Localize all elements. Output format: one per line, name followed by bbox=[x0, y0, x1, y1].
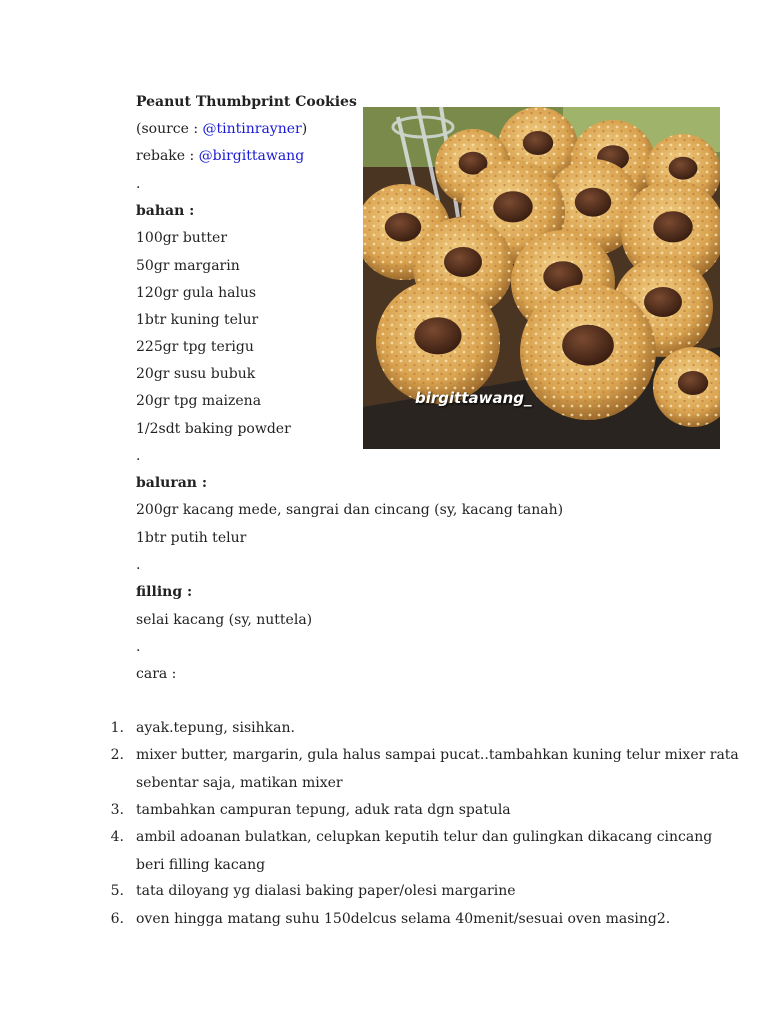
cara-heading: cara : bbox=[136, 666, 177, 682]
chocolate-filling-shape bbox=[493, 191, 533, 222]
ingredient-item: 1/2sdt baking powder bbox=[136, 421, 291, 437]
separator: . bbox=[136, 557, 141, 573]
step-number: 6. bbox=[110, 911, 124, 927]
chocolate-filling-shape bbox=[562, 325, 614, 366]
step-text: sebentar saja, matikan mixer bbox=[136, 775, 343, 791]
chocolate-filling-shape bbox=[669, 157, 698, 180]
ingredient-item: 20gr tpg maizena bbox=[136, 393, 262, 409]
source-suffix: ) bbox=[301, 121, 308, 137]
chocolate-filling-shape bbox=[678, 371, 708, 395]
step-text: tata diloyang yg dialasi baking paper/olesi margarine bbox=[136, 883, 516, 899]
step-number: 1. bbox=[110, 720, 124, 736]
separator: . bbox=[136, 448, 141, 464]
chocolate-filling-shape bbox=[644, 287, 682, 317]
source-handle-link[interactable]: @tintinrayner bbox=[202, 121, 302, 137]
cookie-photo bbox=[363, 107, 720, 449]
step-number: 3. bbox=[110, 802, 124, 818]
recipe-title: Peanut Thumbprint Cookies bbox=[136, 94, 357, 110]
rebake-line bbox=[136, 146, 304, 166]
ingredient-item: 20gr susu bubuk bbox=[136, 366, 256, 382]
ingredient-item: 1btr kuning telur bbox=[136, 312, 259, 328]
bahan-heading: bahan : bbox=[136, 203, 195, 219]
step-text: tambahkan campuran tepung, aduk rata dgn spatula bbox=[136, 802, 511, 818]
rebake-handle-link[interactable]: @birgittawang bbox=[198, 148, 305, 164]
step-number: 5. bbox=[110, 883, 124, 899]
ingredient-item: 120gr gula halus bbox=[136, 285, 257, 301]
chocolate-filling-shape bbox=[575, 188, 611, 217]
step-text: oven hingga matang suhu 150delcus selama 40menit/sesuai oven masing2. bbox=[136, 911, 671, 927]
ingredient-item: 225gr tpg terigu bbox=[136, 339, 254, 355]
baluran-heading: baluran : bbox=[136, 475, 208, 491]
step-number: 2. bbox=[110, 747, 124, 763]
filling-heading: filling : bbox=[136, 584, 193, 600]
coating-item: 200gr kacang mede, sangrai dan cincang (sy, kacang tanah) bbox=[136, 502, 564, 518]
step-text: mixer butter, margarin, gula halus sampai pucat..tambahkan kuning telur mixer rata bbox=[136, 747, 739, 763]
separator: . bbox=[136, 176, 141, 192]
source-line bbox=[136, 119, 307, 139]
step-text: ayak.tepung, sisihkan. bbox=[136, 720, 295, 736]
chocolate-filling-shape bbox=[385, 213, 421, 242]
chocolate-filling-shape bbox=[653, 211, 693, 242]
step-text: ambil adoanan bulatkan, celupkan keputih telur dan gulingkan dikacang cincang bbox=[136, 829, 713, 845]
chocolate-filling-shape bbox=[523, 131, 553, 155]
ingredient-item: 50gr margarin bbox=[136, 258, 240, 274]
rebake-prefix: rebake : bbox=[136, 148, 199, 164]
chocolate-filling-shape bbox=[444, 247, 482, 277]
chocolate-filling-shape bbox=[414, 317, 461, 354]
coating-item: 1btr putih telur bbox=[136, 530, 247, 546]
separator: . bbox=[136, 639, 141, 655]
photo-watermark: birgittawang_ bbox=[415, 389, 532, 407]
step-text: beri filling kacang bbox=[136, 857, 266, 873]
step-number: 4. bbox=[110, 829, 124, 845]
source-prefix: (source : bbox=[136, 121, 203, 137]
filling-item: selai kacang (sy, nuttela) bbox=[136, 612, 313, 628]
ingredient-item: 100gr butter bbox=[136, 230, 228, 246]
